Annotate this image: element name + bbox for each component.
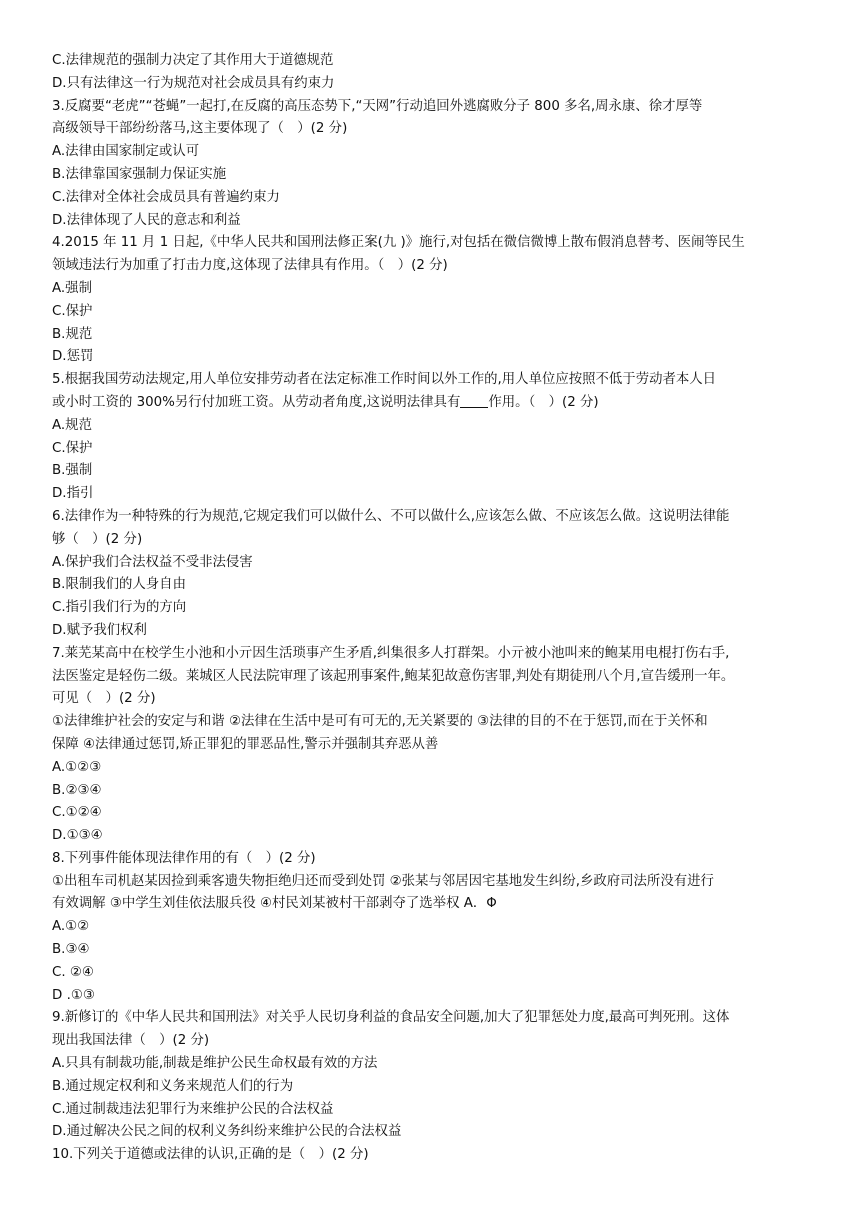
- option-line: B.③④: [52, 942, 90, 958]
- question-stem: 现出我国法律（ ）(2 分): [52, 1033, 210, 1049]
- question-stem: 法医鉴定是轻伤二级。莱城区人民法院审理了该起刑事案件,鲍某犯故意伤害罪,判处有期徒刑八个月,宣告缓刑一年。: [52, 668, 735, 684]
- stem-text: 或小时工资的 300%另行付加班工资。从劳动者角度,这说明法律具有: [52, 394, 461, 410]
- option-line: A.①②③: [52, 759, 102, 775]
- option-line: A.保护我们合法权益不受非法侵害: [52, 554, 253, 570]
- option-line: C.保护: [52, 440, 93, 456]
- option-line: B.强制: [52, 463, 93, 479]
- question-stem: 7.莱芜某高中在校学生小池和小亓因生活琐事产生矛盾,纠集很多人打群架。小亓被小池叫来的鲍某用电棍打伤右手,: [52, 645, 730, 661]
- option-line: D.通过解决公民之间的权利义务纠纷来维护公民的合法权益: [52, 1124, 402, 1140]
- option-line: C.通过制裁违法犯罪行为来维护公民的合法权益: [52, 1101, 334, 1117]
- question-stem: [52, 392, 812, 415]
- question-stem: 4.2015 年 11 月 1 日起,《中华人民共和国刑法修正案(九 )》施行,对包括在微信微博上散布假消息替考、医闹等民生: [52, 235, 745, 251]
- question-stem: 6.法律作为一种特殊的行为规范,它规定我们可以做什么、不可以做什么,应该怎么做、不应该怎么做。这说明法律能: [52, 508, 730, 524]
- statement-line: ①法律维护社会的安定与和谐 ②法律在生活中是可有可无的,无关紧要的 ③法律的目的不在于惩罚,而在于关怀和: [52, 714, 708, 730]
- option-line: A.只具有制裁功能,制裁是维护公民生命权最有效的方法: [52, 1056, 378, 1072]
- question-stem: 3.反腐要“老虎”“苍蝇”一起打,在反腐的高压态势下,“天网”行动追回外逃腐败分子 800 多名,周永康、徐才厚等: [52, 98, 703, 114]
- document-page: [52, 50, 812, 1167]
- option-line: B.规范: [52, 326, 93, 342]
- option-line: D .①③: [52, 987, 95, 1003]
- question-stem: 高级领导干部纷纷落马,这主要体现了（ ）(2 分): [52, 121, 348, 137]
- option-line: C. ②④: [52, 964, 94, 980]
- option-line: B.通过规定权利和义务来规范人们的行为: [52, 1078, 294, 1094]
- option-line: D.惩罚: [52, 349, 94, 365]
- question-stem: 够（ ）(2 分): [52, 531, 143, 547]
- option-line: D.只有法律这一行为规范对社会成员具有约束力: [52, 75, 335, 91]
- answer-blank: [460, 393, 488, 408]
- option-line: D.①③④: [52, 828, 103, 844]
- option-line: C.指引我们行为的方向: [52, 600, 187, 616]
- option-line: C.①②④: [52, 805, 102, 821]
- question-stem: 5.根据我国劳动法规定,用人单位安排劳动者在法定标准工作时间以外工作的,用人单位应按照不低于劳动者本人日: [52, 372, 717, 388]
- option-line: B.限制我们的人身自由: [52, 577, 186, 593]
- option-line: C.法律对全体社会成员具有普遍约束力: [52, 189, 280, 205]
- option-line: D.指引: [52, 486, 94, 502]
- question-stem: 可见（ ）(2 分): [52, 691, 156, 707]
- option-line: A.①②: [52, 919, 90, 935]
- question-stem: 8.下列事件能体现法律作用的有（ ）(2 分): [52, 850, 316, 866]
- option-line: B.法律靠国家强制力保证实施: [52, 166, 227, 182]
- statement-line: ①出租车司机赵某因捡到乘客遗失物拒绝归还而受到处罚 ②张某与邻居因宅基地发生纠纷,乡政府司法所没有进行: [52, 873, 714, 889]
- question-stem: 10.下列关于道德或法律的认识,正确的是（ ）(2 分): [52, 1147, 369, 1163]
- option-line: A.法律由国家制定或认可: [52, 144, 200, 160]
- option-line: B.②③④: [52, 782, 102, 798]
- stem-text: 作用。（ ）(2 分): [488, 394, 599, 410]
- statement-line: 有效调解 ③中学生刘佳依法服兵役 ④村民刘某被村干部剥夺了选举权 A．Φ: [52, 896, 497, 912]
- option-line: D.赋予我们权利: [52, 622, 147, 638]
- statement-line: 保障 ④法律通过惩罚,矫正罪犯的罪恶品性,警示并强制其弃恶从善: [52, 736, 439, 752]
- question-stem: 9.新修订的《中华人民共和国刑法》对关乎人民切身利益的食品安全问题,加大了犯罪惩处力度,最高可判死刑。这体: [52, 1010, 730, 1026]
- question-stem: 领域违法行为加重了打击力度,这体现了法律具有作用。（ ）(2 分): [52, 258, 448, 274]
- option-line: A.强制: [52, 280, 92, 296]
- option-line: C.法律规范的强制力决定了其作用大于道德规范: [52, 53, 334, 68]
- option-line: C.保护: [52, 303, 93, 319]
- option-line: D.法律体现了人民的意志和利益: [52, 212, 241, 228]
- option-line: A.规范: [52, 417, 92, 433]
